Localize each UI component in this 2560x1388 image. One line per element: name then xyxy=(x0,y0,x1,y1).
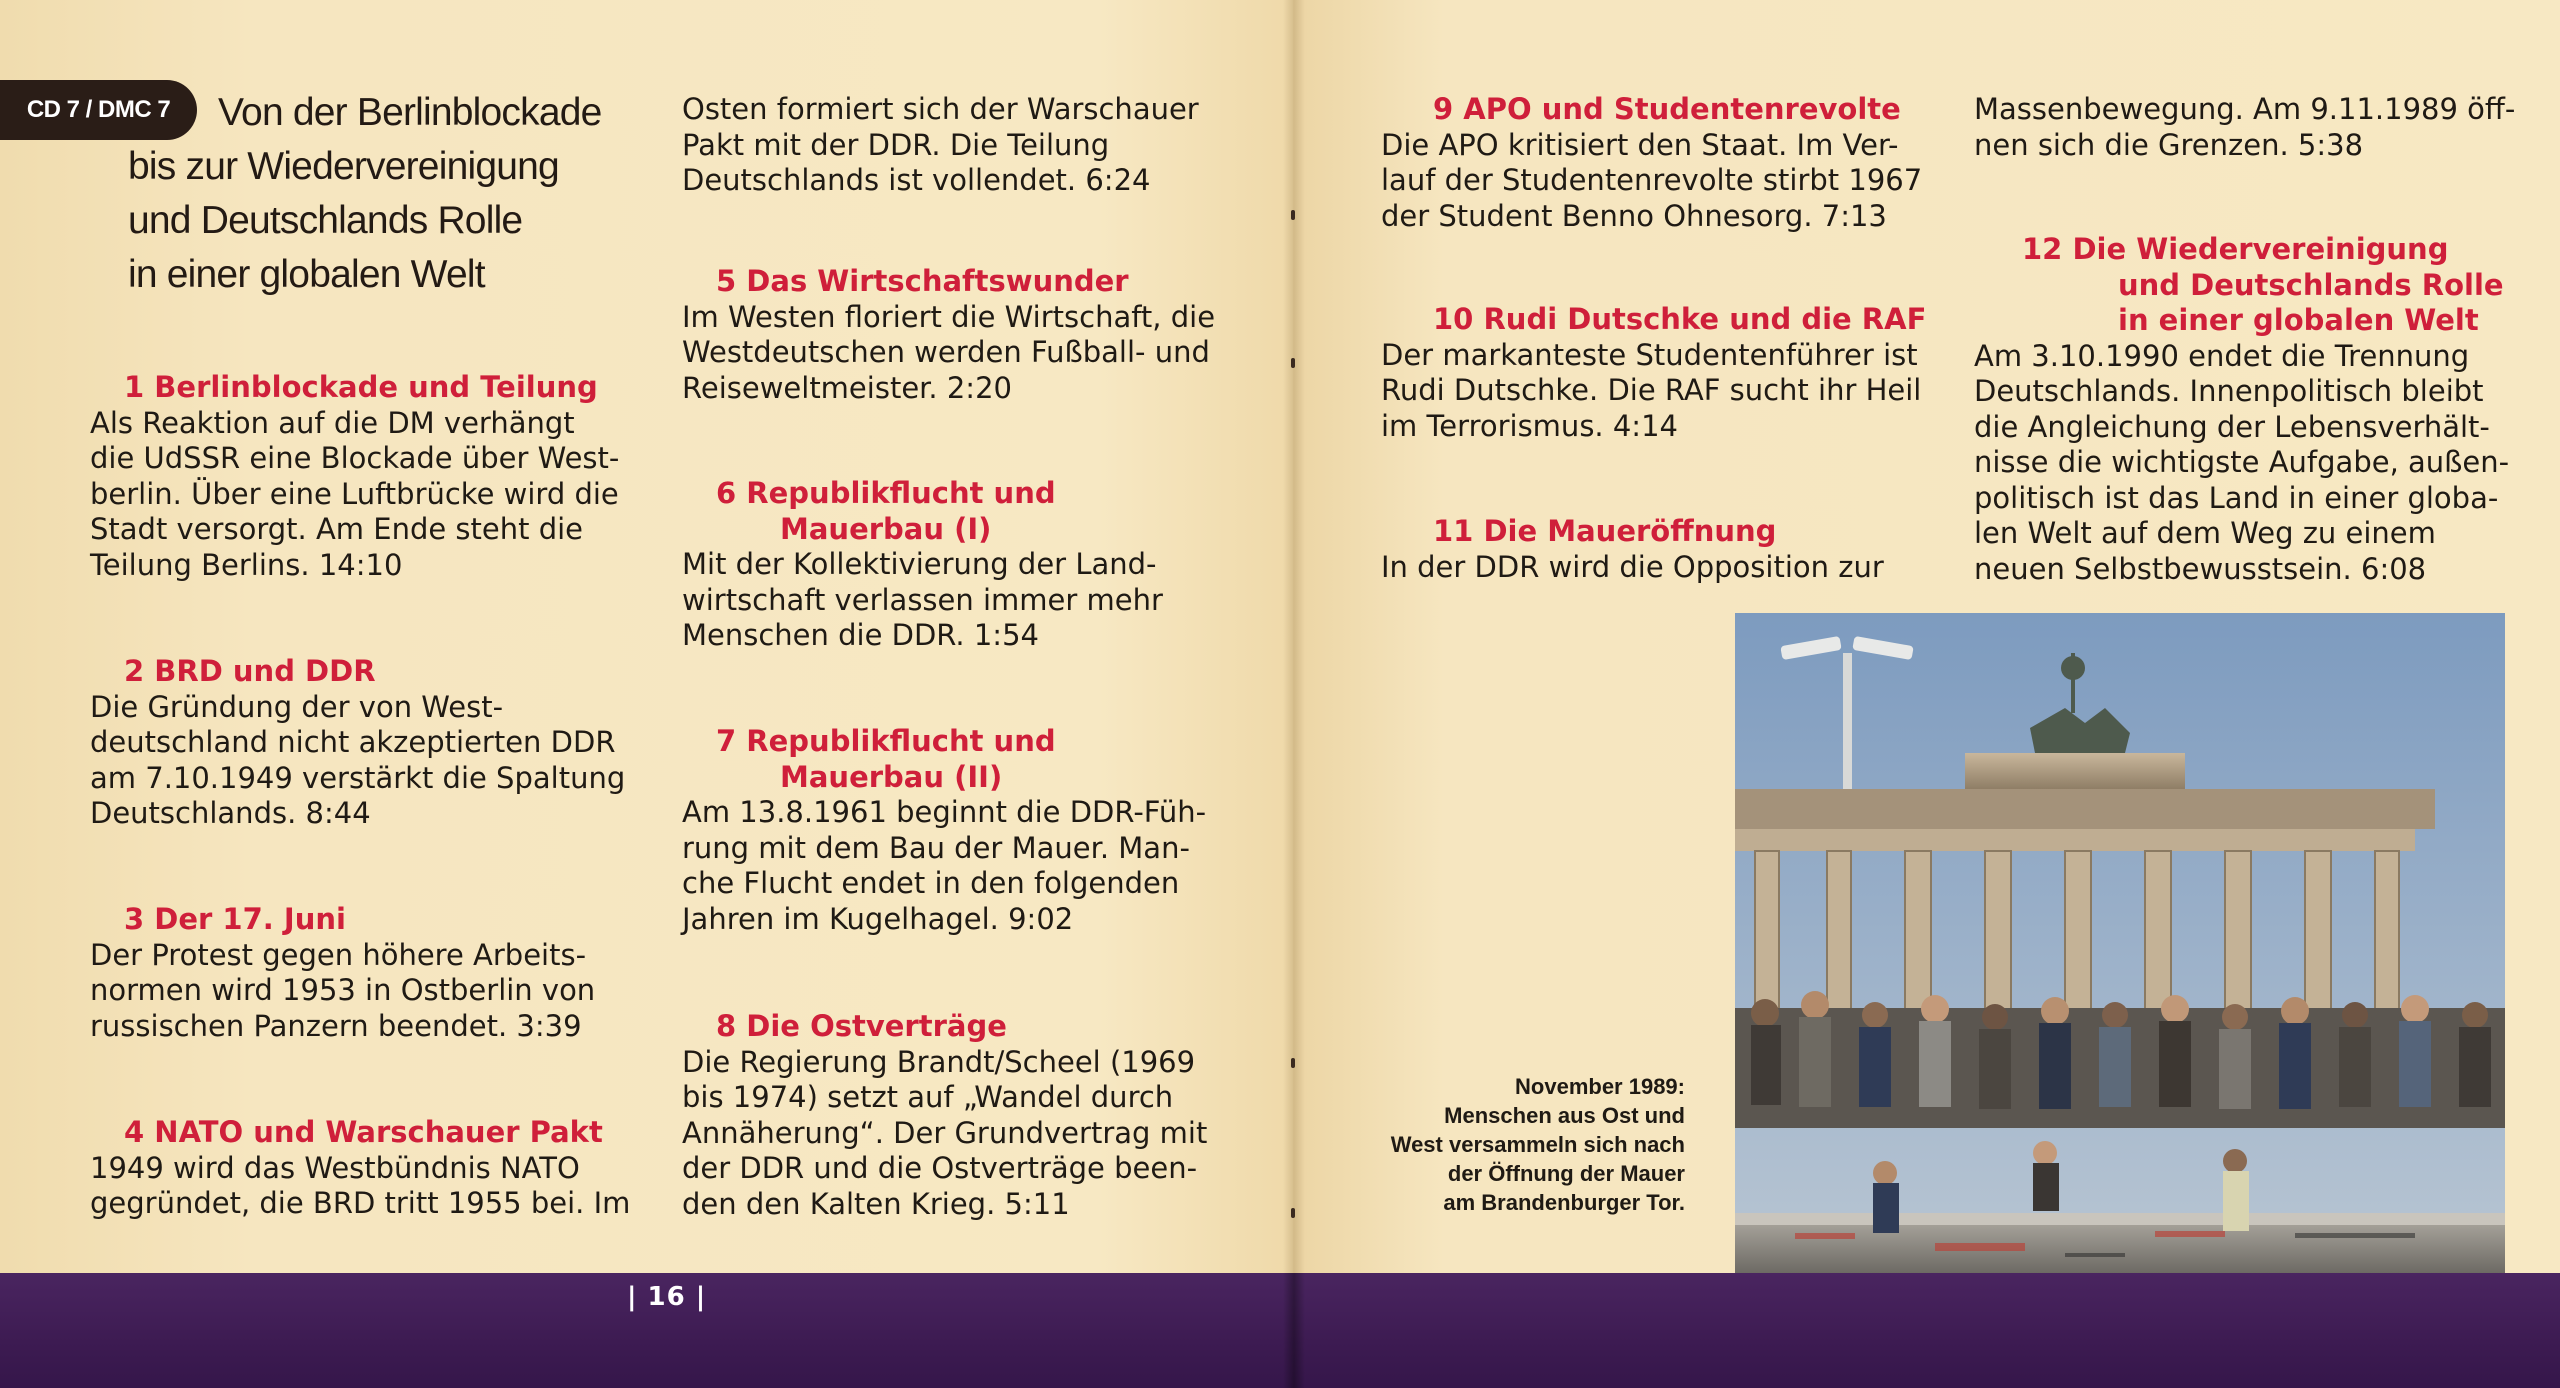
track-number: 8 xyxy=(716,1009,737,1043)
brandenburg-gate-photo xyxy=(1735,613,2505,1273)
track-title-line-2: Mauerbau (I) xyxy=(780,511,992,546)
track-description: Die Gründung der von West- deutschland nicht akzeptierten DDR am 7.10.1949 verstärkt die Spaltung Deutschlands. 8:44 xyxy=(90,689,626,830)
registration-mark xyxy=(1291,1058,1295,1068)
track-title: Die Wiedervereinigung xyxy=(2072,232,2449,266)
track-number: 5 xyxy=(716,264,737,298)
title-line-4: in einer globalen Welt xyxy=(128,253,485,296)
track-number: 9 xyxy=(1433,92,1454,126)
page-number: | 16 | xyxy=(627,1282,707,1312)
track-description: In der DDR wird die Opposition zur xyxy=(1381,549,1884,584)
track-description: 1949 wird das Westbündnis NATO gegründet, die BRD tritt 1955 bei. Im xyxy=(90,1150,631,1220)
track-description: Am 13.8.1961 beginnt die DDR-Füh- rung mit dem Bau der Mauer. Man- che Flucht endet in den folgenden Jahren im Kugelhagel. 9:02 xyxy=(682,795,1207,936)
track-title: NATO und Warschauer Pakt xyxy=(154,1115,603,1149)
registration-mark xyxy=(1291,210,1295,220)
track-number: 3 xyxy=(124,902,145,936)
track-description: Als Reaktion auf die DM verhängt die UdSSR eine Blockade über West- berlin. Über eine Luftbrücke wird die Stadt versorgt. Am Ende steht die Teilung Berlins. 14:10 xyxy=(90,405,620,582)
footer-band-crease xyxy=(1283,1273,1305,1388)
track-title: Die Maueröffnung xyxy=(1483,514,1777,548)
track-10 xyxy=(1381,302,1941,444)
track-5 xyxy=(682,264,1242,406)
registration-mark xyxy=(1291,358,1295,368)
track-title-line-2: und Deutschlands Rolle xyxy=(2118,267,2504,302)
book-gutter xyxy=(1283,0,1305,1388)
footer-band xyxy=(0,1273,2560,1388)
track-title-line-3: in einer globalen Welt xyxy=(2118,303,2479,337)
track-6 xyxy=(682,476,1242,654)
track-description: Massenbewegung. Am 9.11.1989 öff- nen sich die Grenzen. 5:38 xyxy=(1974,92,2516,162)
track-number: 4 xyxy=(124,1115,145,1149)
track-number: 6 xyxy=(716,476,737,510)
track-number: 12 xyxy=(2022,232,2063,266)
track-title: Das Wirtschaftswunder xyxy=(746,264,1129,298)
title-line-3: und Deutschlands Rolle xyxy=(128,199,523,242)
track-title: Die Ostverträge xyxy=(746,1009,1007,1043)
track-description: Mit der Kollektivierung der Land- wirtschaft verlassen immer mehr Menschen die DDR. 1:54 xyxy=(682,547,1163,652)
track-description: Der Protest gegen höhere Arbeits- normen wird 1953 in Ostberlin von russischen Panzern beendet. 3:39 xyxy=(90,937,596,1043)
track-3 xyxy=(90,902,650,1044)
track-description: Osten formiert sich der Warschauer Pakt mit der DDR. Die Teilung Deutschlands ist vollendet. 6:24 xyxy=(682,92,1199,197)
track-number: 7 xyxy=(716,724,737,758)
track-description: Der markanteste Studentenführer ist Rudi Dutschke. Die RAF sucht ihr Heil im Terrorismus. 4:14 xyxy=(1381,337,1922,443)
track-4 xyxy=(90,1115,650,1222)
photo-caption: November 1989: Menschen aus Ost und West versammeln sich nach der Öffnung der Mauer am Brandenburger Tor. xyxy=(1390,1074,1685,1215)
page-title xyxy=(128,86,688,302)
registration-mark xyxy=(1291,1208,1295,1218)
track-description: Am 3.10.1990 endet die Trennung Deutschlands. Innenpolitisch bleibt die Angleichung der Lebensverhält- nisse die wichtigste Aufgabe, außen- politisch ist das Land in einer globa- len Welt auf dem Weg zu einem neuen Selbstbewusstsein. 6:08 xyxy=(1974,338,2510,586)
title-line-2: bis zur Wiedervereinigung xyxy=(128,145,559,188)
track-number: 2 xyxy=(124,654,145,688)
track-11-continued xyxy=(1974,92,2534,163)
track-1 xyxy=(90,370,650,583)
track-description: Die Regierung Brandt/Scheel (1969 bis 1974) setzt auf „Wandel durch Annäherung“. Der Grundvertrag mit der DDR und die Ostverträge been- den den Kalten Krieg. 5:11 xyxy=(682,1044,1208,1221)
track-number: 10 xyxy=(1433,302,1474,336)
track-title: Republikflucht und xyxy=(746,476,1056,510)
track-title: Rudi Dutschke und die RAF xyxy=(1483,302,1927,336)
track-title: BRD und DDR xyxy=(154,654,376,688)
track-12 xyxy=(1974,232,2544,587)
track-title: APO und Studentenrevolte xyxy=(1463,92,1901,126)
track-2 xyxy=(90,654,650,832)
track-4-continued xyxy=(682,92,1242,199)
track-number: 11 xyxy=(1433,514,1474,548)
track-11 xyxy=(1381,514,1941,585)
track-description: Im Westen floriert die Wirtschaft, die Westdeutschen werden Fußball- und Reiseweltmeister. 2:20 xyxy=(682,299,1216,405)
track-8 xyxy=(682,1009,1242,1222)
track-title: Berlinblockade und Teilung xyxy=(154,370,598,404)
track-9 xyxy=(1381,92,1941,234)
track-description: Die APO kritisiert den Staat. Im Ver- lauf der Studentenrevolte stirbt 1967 der Student Benno Ohnesorg. 7:13 xyxy=(1381,127,1923,233)
cd-badge: CD 7 / DMC 7 xyxy=(0,80,197,140)
title-line-1: Von der Berlinblockade xyxy=(218,91,602,134)
track-title-line-2: Mauerbau (II) xyxy=(780,759,1003,794)
track-7 xyxy=(682,724,1242,937)
track-title: Der 17. Juni xyxy=(154,902,346,936)
track-title: Republikflucht und xyxy=(746,724,1056,758)
track-number: 1 xyxy=(124,370,145,404)
